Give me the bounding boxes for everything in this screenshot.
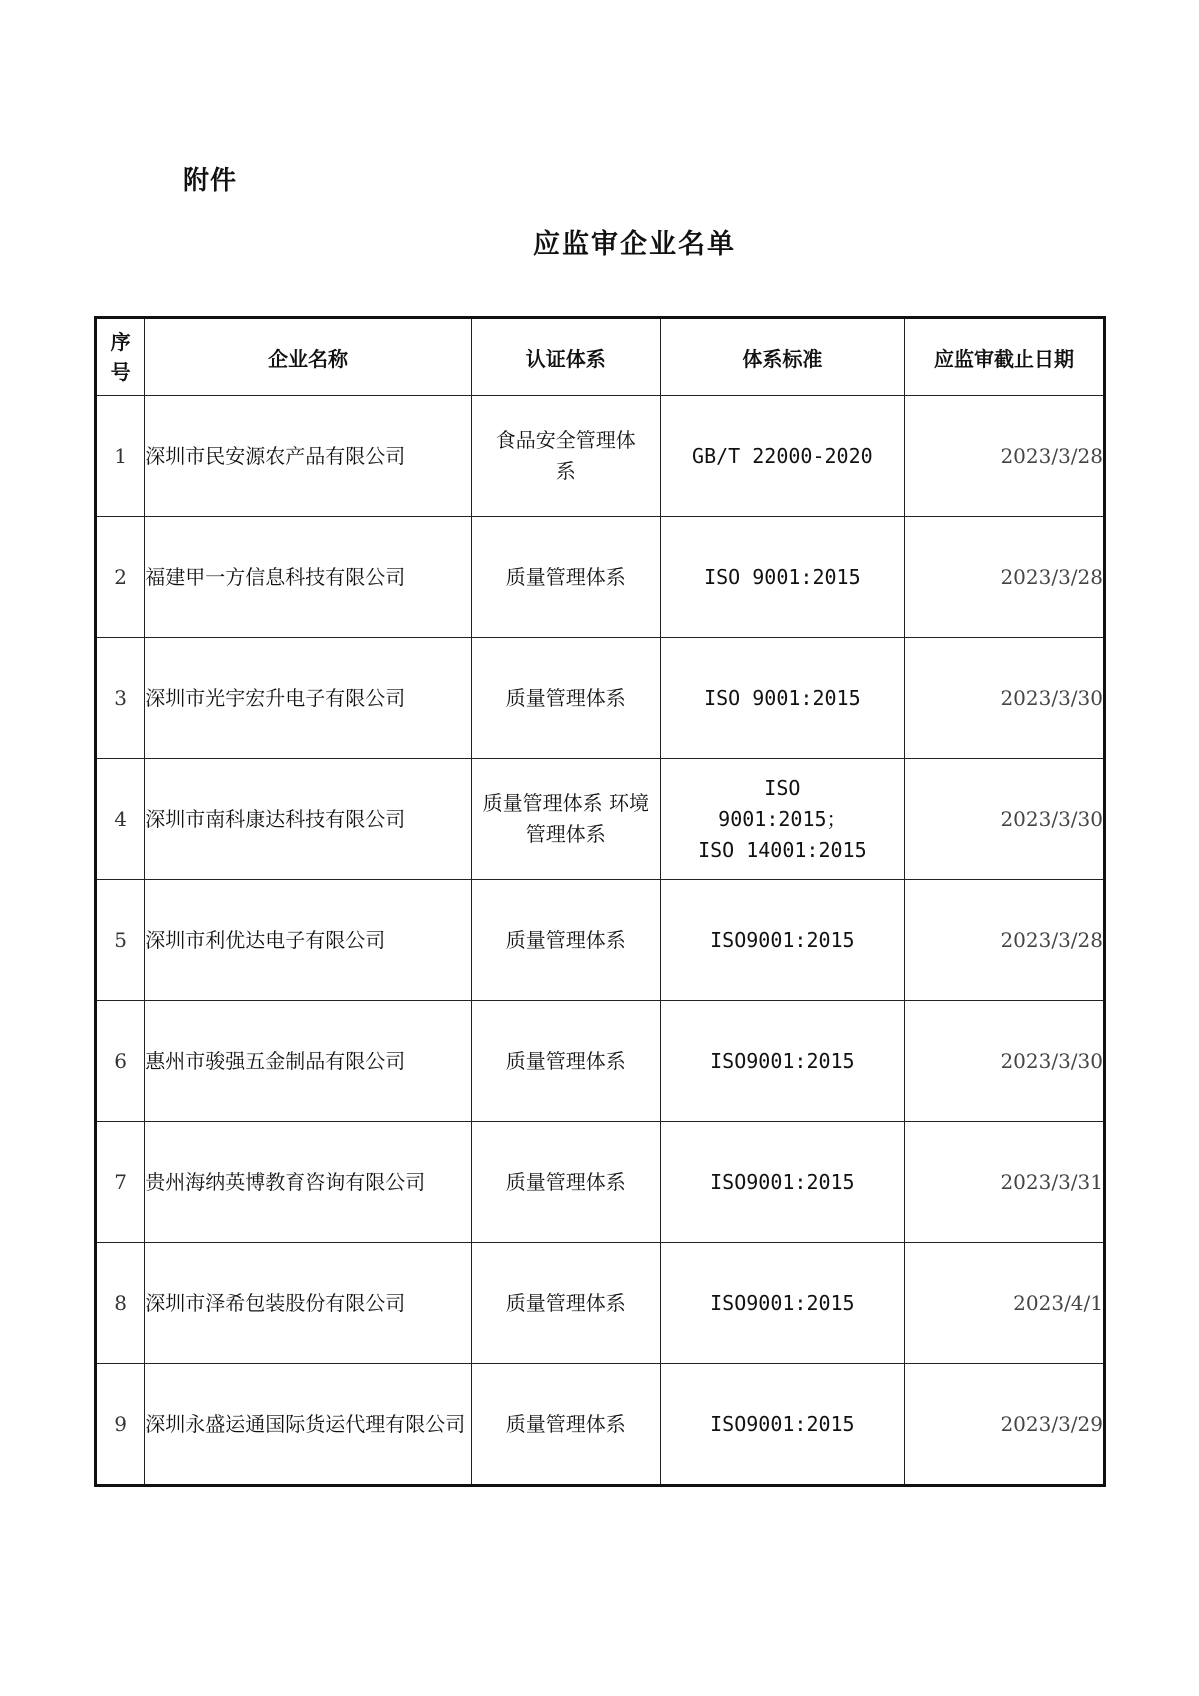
table-row <box>96 638 1105 759</box>
certification-system: 质量管理体系 <box>471 880 660 1001</box>
certification-system: 质量管理体系 <box>471 1243 660 1364</box>
company-name: 惠州市骏强五金制品有限公司 <box>145 1001 472 1122</box>
certification-system: 质量管理体系 <box>471 1364 660 1486</box>
table-row <box>96 1122 1105 1243</box>
table-row <box>96 1364 1105 1486</box>
company-name: 深圳市民安源农产品有限公司 <box>145 396 472 517</box>
audit-deadline: 2023/3/28 <box>904 517 1104 638</box>
header-index: 序号 <box>96 318 145 396</box>
row-index: 2 <box>96 517 145 638</box>
system-standard: ISO 9001:2015 <box>660 517 904 638</box>
company-name: 深圳市光宇宏升电子有限公司 <box>145 638 472 759</box>
row-index: 4 <box>96 759 145 880</box>
system-standard: ISO9001:2015 <box>660 1001 904 1122</box>
row-index: 8 <box>96 1243 145 1364</box>
row-index: 7 <box>96 1122 145 1243</box>
document-title: 应监审企业名单 <box>533 229 736 260</box>
audit-deadline: 2023/3/31 <box>904 1122 1104 1243</box>
row-index: 9 <box>96 1364 145 1486</box>
system-standard: ISO9001:2015 <box>660 1243 904 1364</box>
table-row <box>96 396 1105 517</box>
company-name: 福建甲一方信息科技有限公司 <box>145 517 472 638</box>
company-name: 深圳市利优达电子有限公司 <box>145 880 472 1001</box>
system-standard: GB/T 22000-2020 <box>660 396 904 517</box>
audit-deadline: 2023/4/1 <box>904 1243 1104 1364</box>
audit-deadline: 2023/3/30 <box>904 1001 1104 1122</box>
certification-system: 质量管理体系 <box>471 517 660 638</box>
certification-system: 质量管理体系 <box>471 1001 660 1122</box>
certification-system: 质量管理体系 环境管理体系 <box>471 759 660 880</box>
header-company: 企业名称 <box>145 318 472 396</box>
row-index: 3 <box>96 638 145 759</box>
audit-deadline: 2023/3/30 <box>904 638 1104 759</box>
audit-deadline: 2023/3/30 <box>904 759 1104 880</box>
header-standard: 体系标准 <box>660 318 904 396</box>
header-deadline: 应监审截止日期 <box>904 318 1104 396</box>
system-standard: ISO9001:2015 <box>660 1364 904 1486</box>
system-standard: ISO 9001:2015 <box>660 638 904 759</box>
audit-deadline: 2023/3/29 <box>904 1364 1104 1486</box>
company-name: 深圳永盛运通国际货运代理有限公司 <box>145 1364 472 1486</box>
certification-system: 质量管理体系 <box>471 638 660 759</box>
table-row <box>96 759 1105 880</box>
enterprise-table <box>94 316 1106 1487</box>
header-system: 认证体系 <box>471 318 660 396</box>
table-row <box>96 880 1105 1001</box>
row-index: 5 <box>96 880 145 1001</box>
company-name: 深圳市泽希包装股份有限公司 <box>145 1243 472 1364</box>
row-index: 6 <box>96 1001 145 1122</box>
table-row <box>96 1001 1105 1122</box>
row-index: 1 <box>96 396 145 517</box>
audit-deadline: 2023/3/28 <box>904 880 1104 1001</box>
system-standard: ISO9001:2015 <box>660 1122 904 1243</box>
audit-deadline: 2023/3/28 <box>904 396 1104 517</box>
table-row <box>96 517 1105 638</box>
table-row <box>96 1243 1105 1364</box>
certification-system: 质量管理体系 <box>471 1122 660 1243</box>
company-name: 深圳市南科康达科技有限公司 <box>145 759 472 880</box>
system-standard: ISO 9001:2015； ISO 14001:2015 <box>660 759 904 880</box>
system-standard: ISO9001:2015 <box>660 880 904 1001</box>
company-name: 贵州海纳英博教育咨询有限公司 <box>145 1122 472 1243</box>
certification-system: 食品安全管理体系 <box>471 396 660 517</box>
table-header-row <box>96 318 1105 396</box>
attachment-label: 附件 <box>183 166 238 196</box>
